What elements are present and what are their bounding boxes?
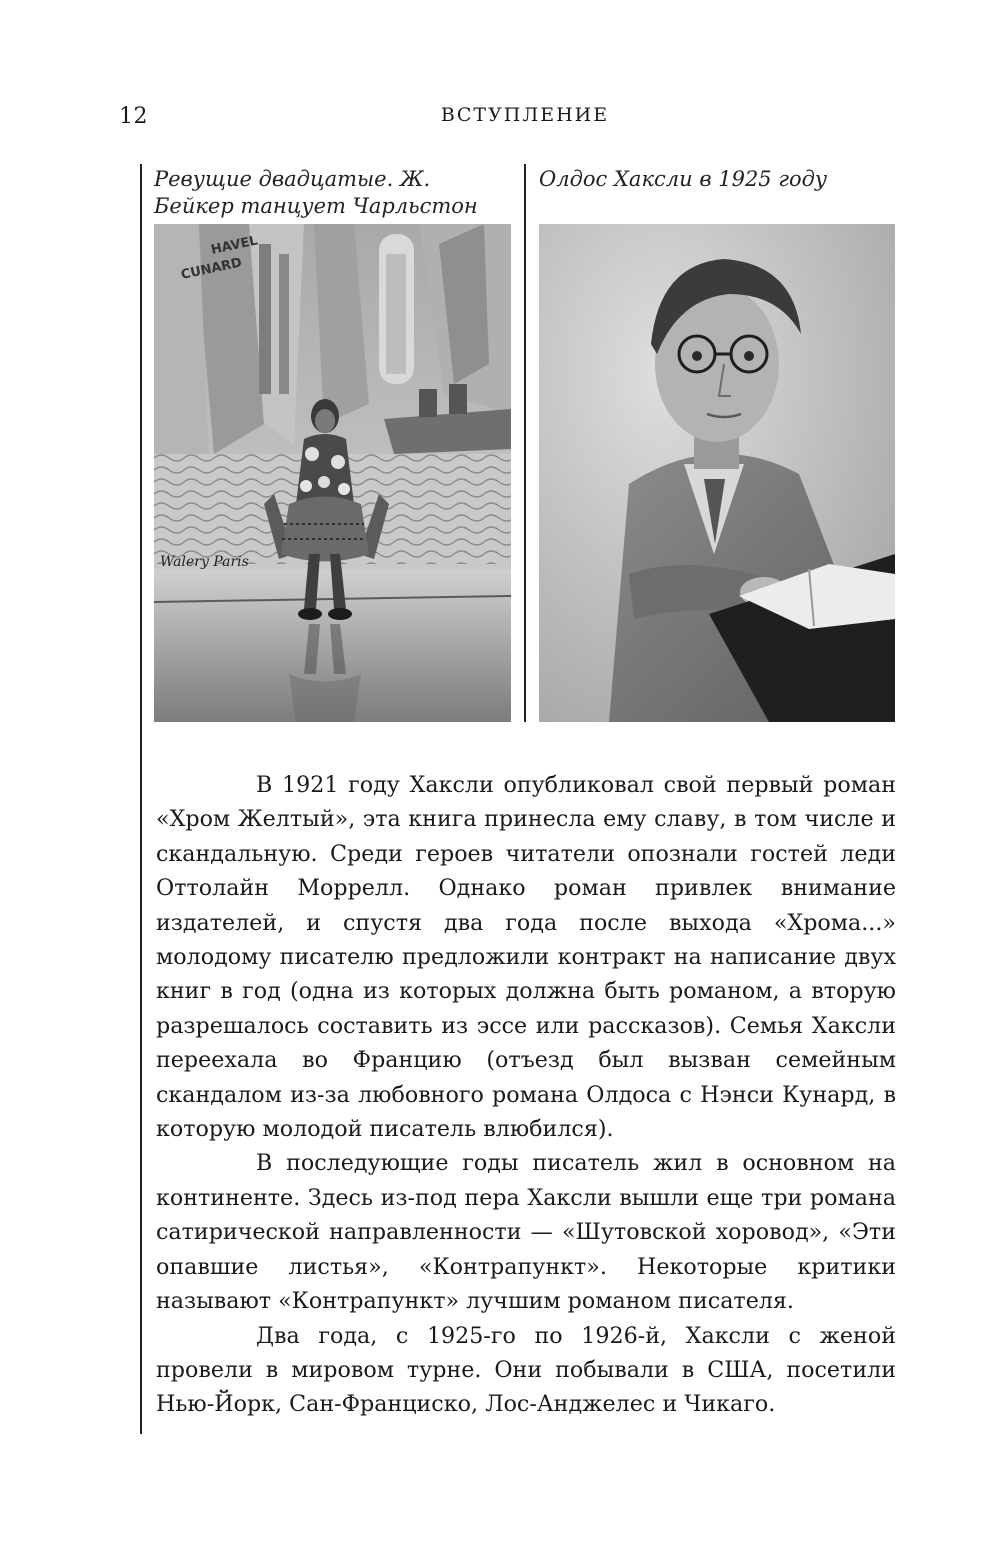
figure-caption-huxley: Олдос Хаксли в 1925 году xyxy=(539,167,828,191)
paragraph: Два года, с 1925-го по 1926-й, Хаксли с женой провели в мировом турне. Они побывали в США, посетили Нью-Йорк, Сан-Франциско, Лос-Анджелес и Чикаго. xyxy=(156,1322,896,1418)
body-text xyxy=(156,768,896,1422)
poster-text-cunard: CUNARD xyxy=(179,255,244,283)
paragraph: В последующие годы писатель жил в основном на континенте. Здесь из-под пера Хаксли вышли еще три романа сатирической направленности — «Шутовской хоровод», «Эти опавшие листья», «Контрапункт». Некоторые критики называют «Контрапункт» лучшим романом писателя. xyxy=(156,1150,896,1315)
page-number: 12 xyxy=(119,104,148,129)
photographer-signature: Walery Paris xyxy=(160,554,249,570)
photo-josephine-baker xyxy=(154,224,511,722)
figure-caption-baker: Ревущие двадцатые. Ж. Бейкер танцует Чарльстон xyxy=(154,167,478,218)
paragraph: В 1921 году Хаксли опубликовал свой первый роман «Хром Желтый», эта книга принесла ему славу, в том числе и скандальную. Среди героев читатели опознали гостей леди Оттолайн Моррелл. Однако роман привлек внимание издателей, и спустя два года после выхода «Хрома...» молодому писателю предложили контракт на написание двух книг в год (одна из которых должна быть романом, а вторую разрешалось составить из эссе или рассказов). Семья Хаксли переехала во Францию (отъезд был вызван семейным скандалом из-за любовного романа Олдоса с Нэнси Кунард, в которую молодой писатель влюбился). xyxy=(156,772,896,1143)
poster-text-havel: HAVEL xyxy=(209,233,260,258)
margin-rule xyxy=(140,164,142,1434)
photo-aldous-huxley xyxy=(539,224,895,722)
running-head: ВСТУПЛЕНИЕ xyxy=(440,104,610,126)
column-divider xyxy=(524,164,526,722)
